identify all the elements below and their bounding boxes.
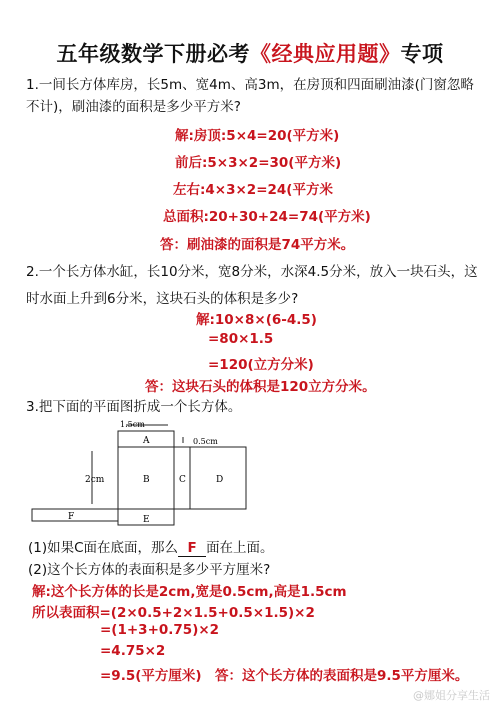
- top-dimension-label: 1.5cm: [120, 420, 145, 429]
- q3-sub-question-1: (1)如果C面在底面，那么 F 面在上面。: [28, 540, 274, 556]
- q3-sub1-answer: F: [178, 540, 206, 557]
- side-dimension-label: 0.5cm: [193, 437, 218, 446]
- face-b-label: B: [143, 475, 150, 485]
- q1-answer: 答：刷油漆的面积是74平方米。: [160, 237, 355, 253]
- page-title: 五年级数学下册必考《经典应用题》专项: [56, 42, 444, 66]
- question-1: 1.一间长方体库房，长5m、宽4m、高3m，在房顶和四面刷油漆(门窗忽略不计)，刷油漆的面积是多少平方米?: [26, 77, 474, 115]
- q1-solution-line-3: 左右:4×3×2=24(平方米: [173, 182, 333, 198]
- question-3: 3.把下面的平面图折成一个长方体。: [26, 399, 242, 415]
- q1-solution-line-2: 前后:5×3×2=30(平方米): [175, 155, 342, 171]
- q2-answer: 答：这块石头的体积是120立方分米。: [145, 379, 376, 395]
- q3-sub-question-2: (2)这个长方体的表面积是多少平方厘米?: [28, 562, 271, 578]
- face-a-label: A: [143, 436, 150, 446]
- face-e-label: E: [143, 515, 150, 525]
- q2-solution-line-3: =120(立方分米): [208, 357, 314, 373]
- question-2: 2.一个长方体水缸，长10分米，宽8分米，水深4.5分米，放入一块石头，这时水面上升到6分米，这块石头的体积是多少?: [26, 264, 478, 307]
- q1-solution-line-4: 总面积:20+30+24=74(平方米): [163, 209, 371, 225]
- q2-solution-line-2: =80×1.5: [208, 331, 274, 347]
- height-dimension-label: 2cm: [85, 475, 105, 485]
- q2-solution-line-1: 解:10×8×(6-4.5): [196, 312, 317, 328]
- face-d-label: D: [216, 475, 224, 485]
- q3-solution-line-2: 所以表面积=(2×0.5+2×1.5+0.5×1.5)×2: [32, 605, 315, 621]
- q1-solution-line-1: 解:房顶:5×4=20(平方米): [175, 128, 340, 144]
- net-diagram: [28, 418, 298, 526]
- face-f-label: F: [68, 512, 75, 522]
- q3-answer: 答：这个长方体的表面积是9.5平方厘米。: [215, 668, 469, 684]
- q3-solution-line-3: =(1+3+0.75)×2: [100, 622, 220, 638]
- q3-solution-line-5: =9.5(平方厘米): [100, 668, 202, 684]
- q3-solution-line-4: =4.75×2: [100, 643, 166, 659]
- watermark: @娜姐分享生活: [413, 689, 490, 702]
- face-c-label: C: [179, 475, 186, 485]
- q3-solution-line-1: 解:这个长方体的长是2cm,宽是0.5cm,高是1.5cm: [32, 584, 347, 600]
